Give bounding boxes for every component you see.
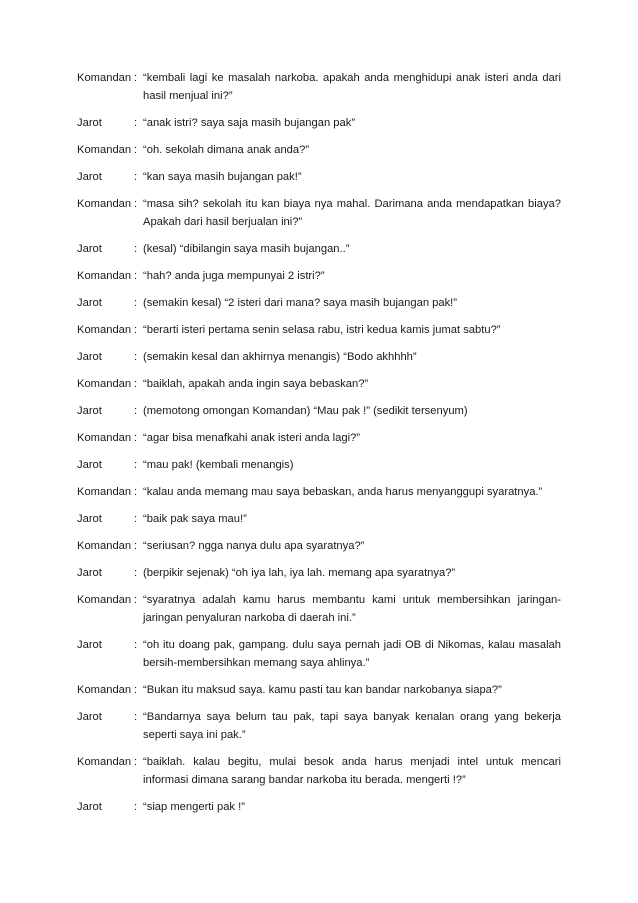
dialogue-line <box>77 429 561 447</box>
speaker-name: Komandan <box>77 324 132 336</box>
speaker-name: Komandan <box>77 144 132 156</box>
dialogue-line <box>77 591 561 627</box>
dialogue-line <box>77 636 561 672</box>
colon-separator: : <box>134 297 138 309</box>
dialogue-line <box>77 483 561 501</box>
utterance-text: “Bandarnya saya belum tau pak, tapi saya banyak kenalan orang yang bekerja seperti saya ini pak.” <box>143 711 561 741</box>
speaker-name: Jarot <box>77 297 102 309</box>
speaker-name: Jarot <box>77 513 102 525</box>
colon-separator: : <box>134 198 138 210</box>
dialogue-line <box>77 753 561 789</box>
utterance-text: “agar bisa menafkahi anak isteri anda lagi?” <box>143 432 361 444</box>
colon-separator: : <box>134 405 138 417</box>
dialogue-line <box>77 348 561 366</box>
colon-separator: : <box>134 378 138 390</box>
colon-separator: : <box>134 351 138 363</box>
utterance-text: “hah? anda juga mempunyai 2 istri?” <box>143 270 325 282</box>
utterance-text: (berpikir sejenak) “oh iya lah, iya lah. memang apa syaratnya?” <box>143 567 456 579</box>
speaker-name: Jarot <box>77 711 102 723</box>
colon-separator: : <box>134 594 138 606</box>
utterance-text: “kalau anda memang mau saya bebaskan, anda harus menyanggupi syaratnya.” <box>143 486 543 498</box>
speaker-name: Jarot <box>77 117 102 129</box>
dialogue-line <box>77 195 561 231</box>
utterance-text: “syaratnya adalah kamu harus membantu kami untuk membersihkan jaringan-jaringan penyaluran narkoba di daerah ini.” <box>143 594 561 624</box>
colon-separator: : <box>134 567 138 579</box>
colon-separator: : <box>134 144 138 156</box>
colon-separator: : <box>134 486 138 498</box>
utterance-text: “mau pak! (kembali menangis) <box>143 459 294 471</box>
colon-separator: : <box>134 540 138 552</box>
dialogue-line <box>77 510 561 528</box>
utterance-text: “baiklah, apakah anda ingin saya bebaskan?” <box>143 378 369 390</box>
utterance-text: “baiklah. kalau begitu, mulai besok anda harus menjadi intel untuk mencari informasi dimana sarang bandar narkoba itu berada. mengerti !?” <box>143 756 561 786</box>
colon-separator: : <box>134 756 138 768</box>
dialogue-line <box>77 456 561 474</box>
dialogue-line <box>77 402 561 420</box>
colon-separator: : <box>134 324 138 336</box>
colon-separator: : <box>134 801 138 813</box>
colon-separator: : <box>134 117 138 129</box>
colon-separator: : <box>134 684 138 696</box>
dialogue-line <box>77 681 561 699</box>
speaker-name: Jarot <box>77 351 102 363</box>
speaker-name: Jarot <box>77 405 102 417</box>
speaker-name: Komandan <box>77 594 132 606</box>
dialogue-line <box>77 537 561 555</box>
dialogue-line <box>77 69 561 105</box>
colon-separator: : <box>134 243 138 255</box>
dialogue-line <box>77 321 561 339</box>
dialogue-line <box>77 564 561 582</box>
speaker-name: Komandan <box>77 270 132 282</box>
utterance-text: “seriusan? ngga nanya dulu apa syaratnya?” <box>143 540 365 552</box>
speaker-name: Jarot <box>77 801 102 813</box>
utterance-text: “berarti isteri pertama senin selasa rabu, istri kedua kamis jumat sabtu?” <box>143 324 501 336</box>
utterance-text: “anak istri? saya saja masih bujangan pak” <box>143 117 356 129</box>
utterance-text: “Bukan itu maksud saya. kamu pasti tau kan bandar narkobanya siapa?” <box>143 684 502 696</box>
utterance-text: (semakin kesal) “2 isteri dari mana? saya masih bujangan pak!” <box>143 297 458 309</box>
speaker-name: Komandan <box>77 198 132 210</box>
dialogue-line <box>77 267 561 285</box>
dialogue-line <box>77 294 561 312</box>
utterance-text: “kembali lagi ke masalah narkoba. apakah anda menghidupi anak isteri anda dari hasil menjual ini?” <box>143 72 561 102</box>
dialogue-script <box>77 69 561 825</box>
dialogue-line <box>77 240 561 258</box>
speaker-name: Komandan <box>77 72 132 84</box>
speaker-name: Komandan <box>77 756 132 768</box>
utterance-text: “oh. sekolah dimana anak anda?” <box>143 144 310 156</box>
colon-separator: : <box>134 459 138 471</box>
utterance-text: “masa sih? sekolah itu kan biaya nya mahal. Darimana anda mendapatkan biaya? Apakah dari hasil berjualan ini?” <box>143 198 561 228</box>
speaker-name: Jarot <box>77 639 102 651</box>
dialogue-line <box>77 141 561 159</box>
dialogue-line <box>77 168 561 186</box>
speaker-name: Jarot <box>77 171 102 183</box>
speaker-name: Komandan <box>77 540 132 552</box>
colon-separator: : <box>134 639 138 651</box>
colon-separator: : <box>134 171 138 183</box>
dialogue-line <box>77 798 561 816</box>
dialogue-line <box>77 708 561 744</box>
utterance-text: “kan saya masih bujangan pak!” <box>143 171 302 183</box>
utterance-text: (kesal) “dibilangin saya masih bujangan..” <box>143 243 350 255</box>
speaker-name: Komandan <box>77 432 132 444</box>
speaker-name: Komandan <box>77 378 132 390</box>
speaker-name: Jarot <box>77 243 102 255</box>
speaker-name: Komandan <box>77 486 132 498</box>
speaker-name: Jarot <box>77 567 102 579</box>
speaker-name: Komandan <box>77 684 132 696</box>
colon-separator: : <box>134 711 138 723</box>
speaker-name: Jarot <box>77 459 102 471</box>
utterance-text: (semakin kesal dan akhirnya menangis) “Bodo akhhhh” <box>143 351 417 363</box>
utterance-text: “oh itu doang pak, gampang. dulu saya pernah jadi OB di Nikomas, kalau masalah bersih-membersihkan memang saya ahlinya.” <box>143 639 561 669</box>
utterance-text: (memotong omongan Komandan) “Mau pak !” (sedikit tersenyum) <box>143 405 468 417</box>
dialogue-line <box>77 375 561 393</box>
colon-separator: : <box>134 72 138 84</box>
utterance-text: “baik pak saya mau!” <box>143 513 247 525</box>
colon-separator: : <box>134 513 138 525</box>
utterance-text: “siap mengerti pak !” <box>143 801 245 813</box>
colon-separator: : <box>134 432 138 444</box>
colon-separator: : <box>134 270 138 282</box>
dialogue-line <box>77 114 561 132</box>
